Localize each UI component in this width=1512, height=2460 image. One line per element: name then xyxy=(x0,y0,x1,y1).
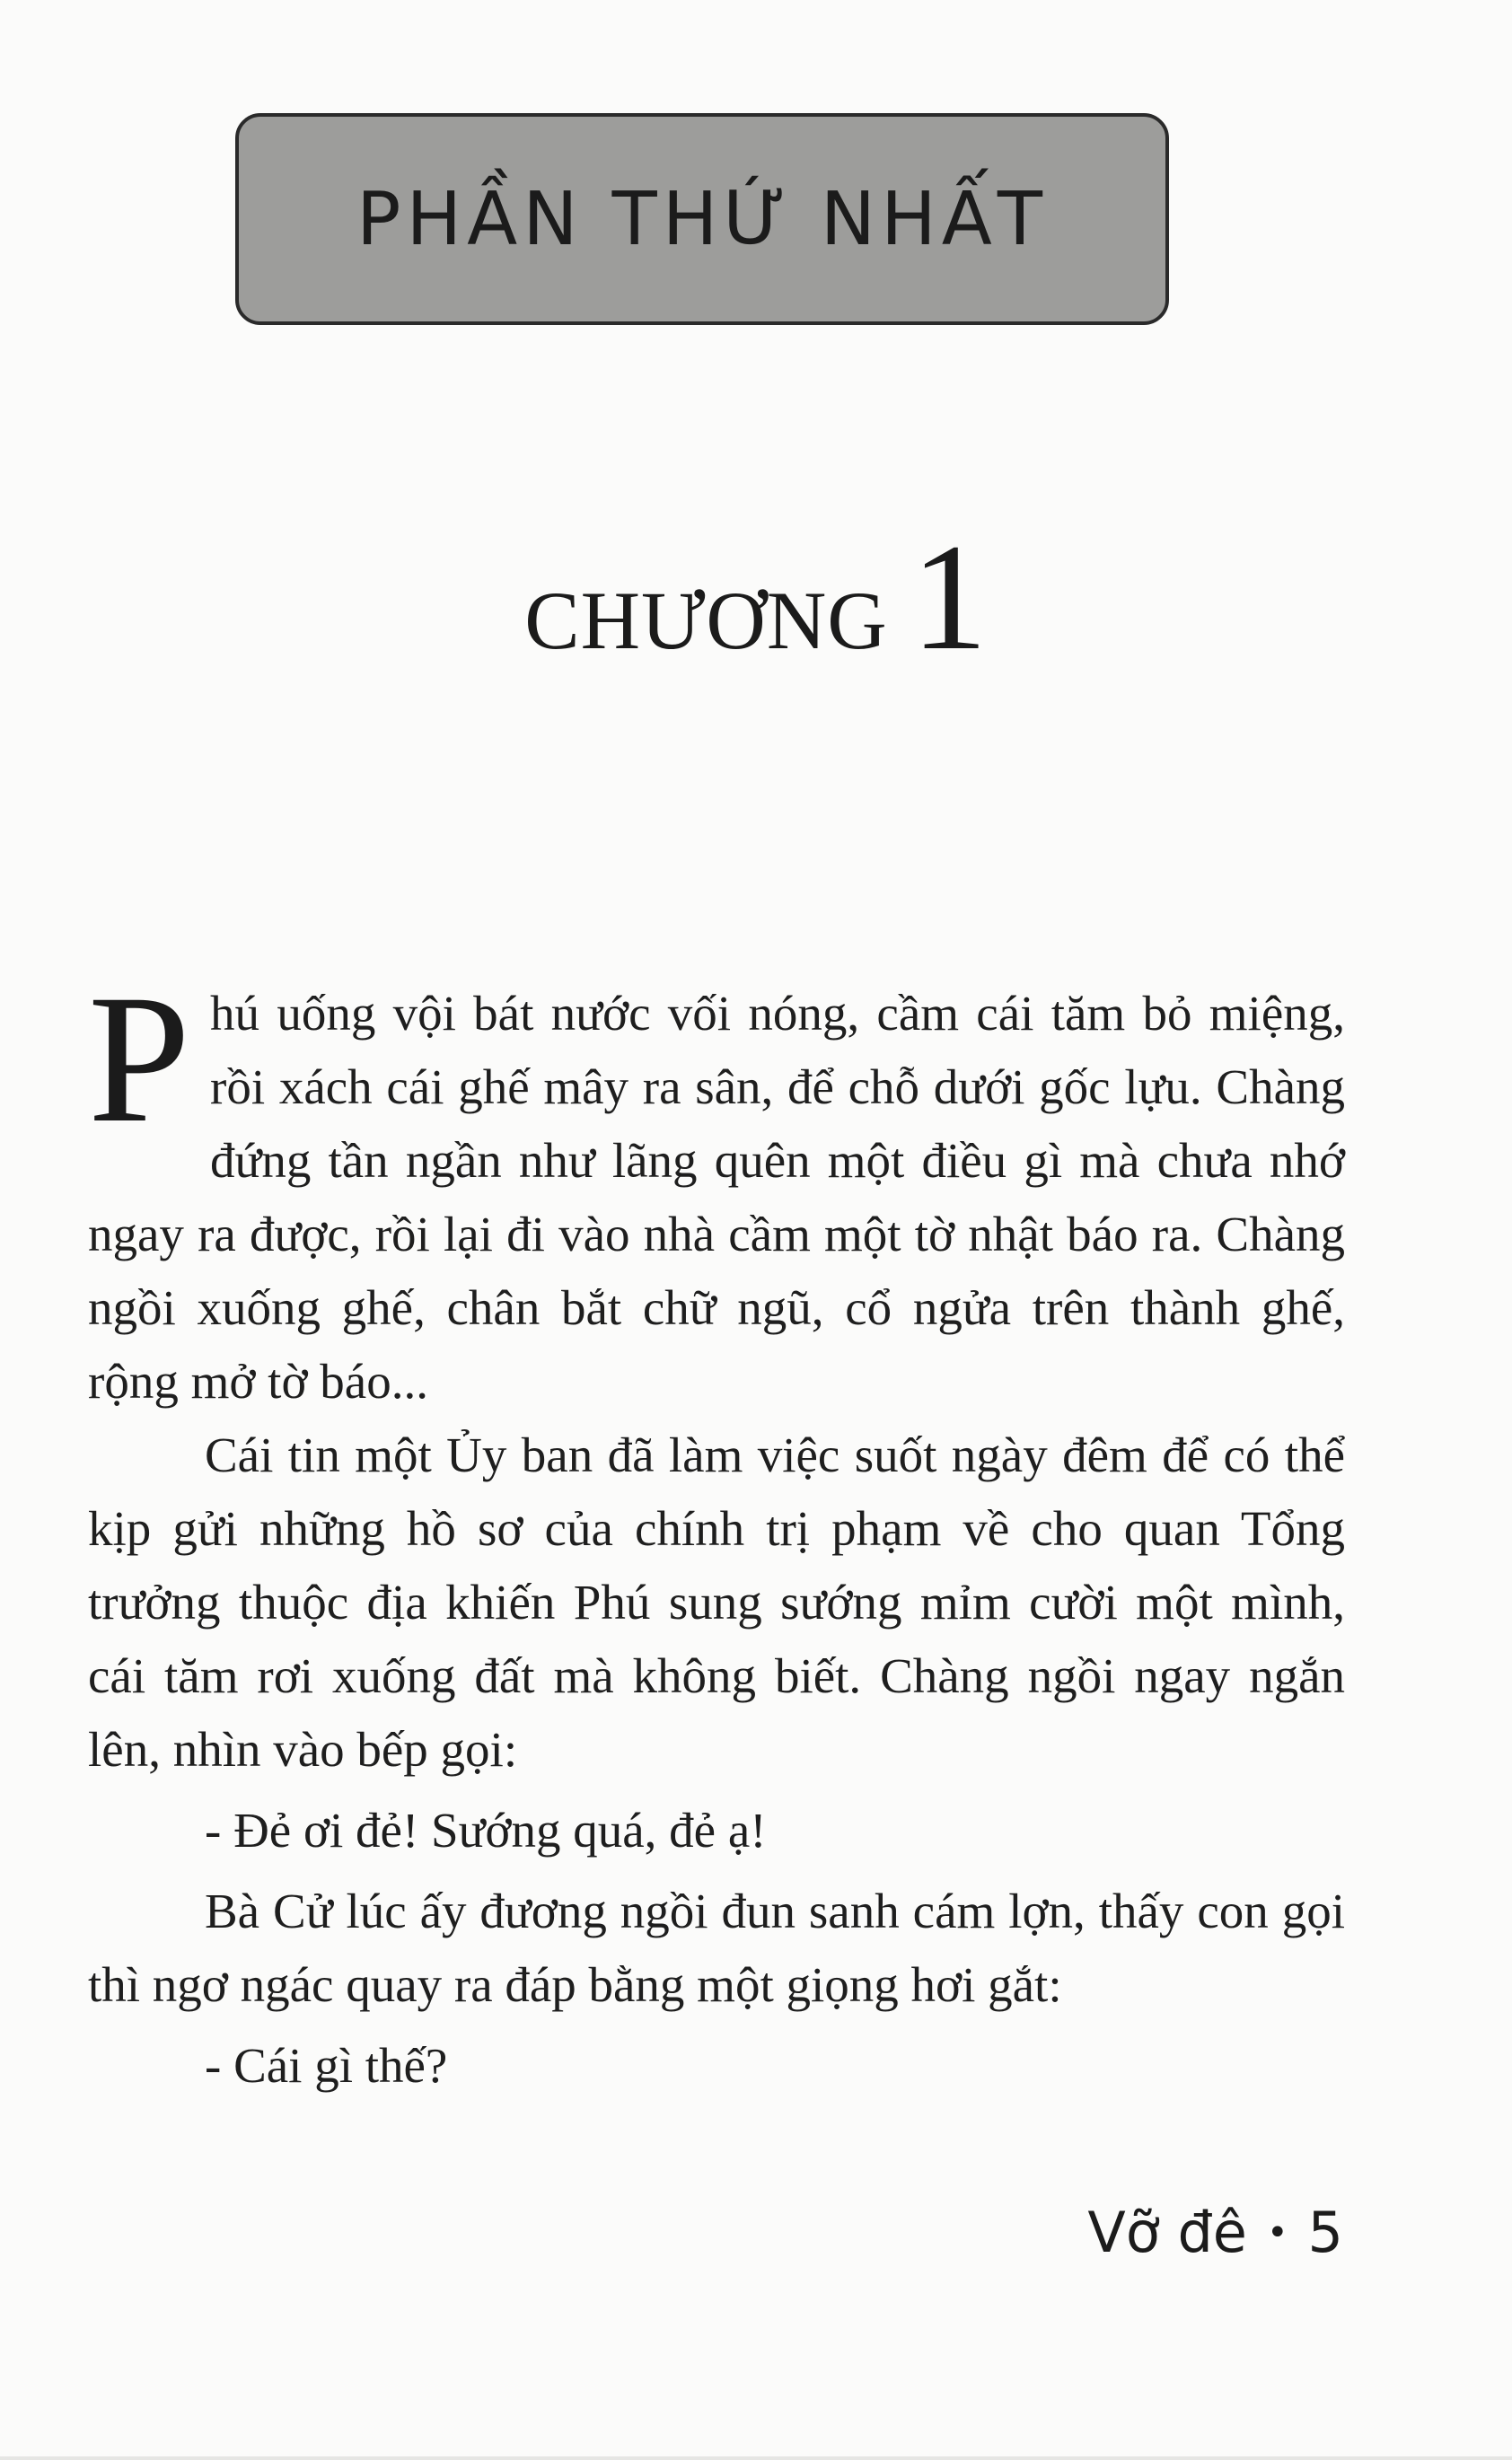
dialogue-line: - Cái gì thế? xyxy=(205,2038,448,2093)
chapter-heading xyxy=(0,513,1512,681)
running-book-title: Vỡ đê xyxy=(1087,2200,1247,2265)
chapter-number: 1 xyxy=(910,513,988,681)
part-title: PHẦN THỨ NHẤT xyxy=(356,176,1048,262)
page-footer xyxy=(1087,2200,1343,2265)
chapter-word: CHƯƠNG xyxy=(524,575,888,666)
page-number: 5 xyxy=(1307,2200,1343,2265)
paragraph xyxy=(88,957,1345,1419)
dialogue-line: - Đẻ ơi đẻ! Sướng quá, đẻ ạ! xyxy=(205,1803,767,1858)
paragraph-text: hú uống vội bát nước vối nóng, cầm cái tăm bỏ miệng, rồi xách cái ghế mây ra sân, để chỗ dưới gốc lựu. Chàng đứng tần ngần như lãng quên một điều gì mà chưa nhớ ngay ra được, rồi lại đi vào nhà cầm một tờ nhật báo ra. Chàng ngồi xuống ghế, chân bắt chữ ngũ, cổ ngửa trên thành ghế, rộng mở tờ báo... xyxy=(88,986,1345,1409)
chapter-body xyxy=(88,957,1345,2103)
paragraph: Cái tin một Ủy ban đã làm việc suốt ngày đêm để có thể kịp gửi những hồ sơ của chính trị phạm về cho quan Tổng trưởng thuộc địa khiến Phú sung sướng mỉm cười một mình, cái tăm rơi xuống đất mà không biết. Chàng ngồi ngay ngắn lên, nhìn vào bếp gọi: xyxy=(88,1428,1345,1777)
page-edge xyxy=(0,2456,1512,2460)
footer-separator: • xyxy=(1266,2211,1288,2254)
drop-cap: P xyxy=(88,957,191,1161)
part-banner xyxy=(235,113,1169,325)
paragraph: Bà Cử lúc ấy đương ngồi đun sanh cám lợn, thấy con gọi thì ngơ ngác quay ra đáp bằng một giọng hơi gắt: xyxy=(88,1884,1345,2012)
